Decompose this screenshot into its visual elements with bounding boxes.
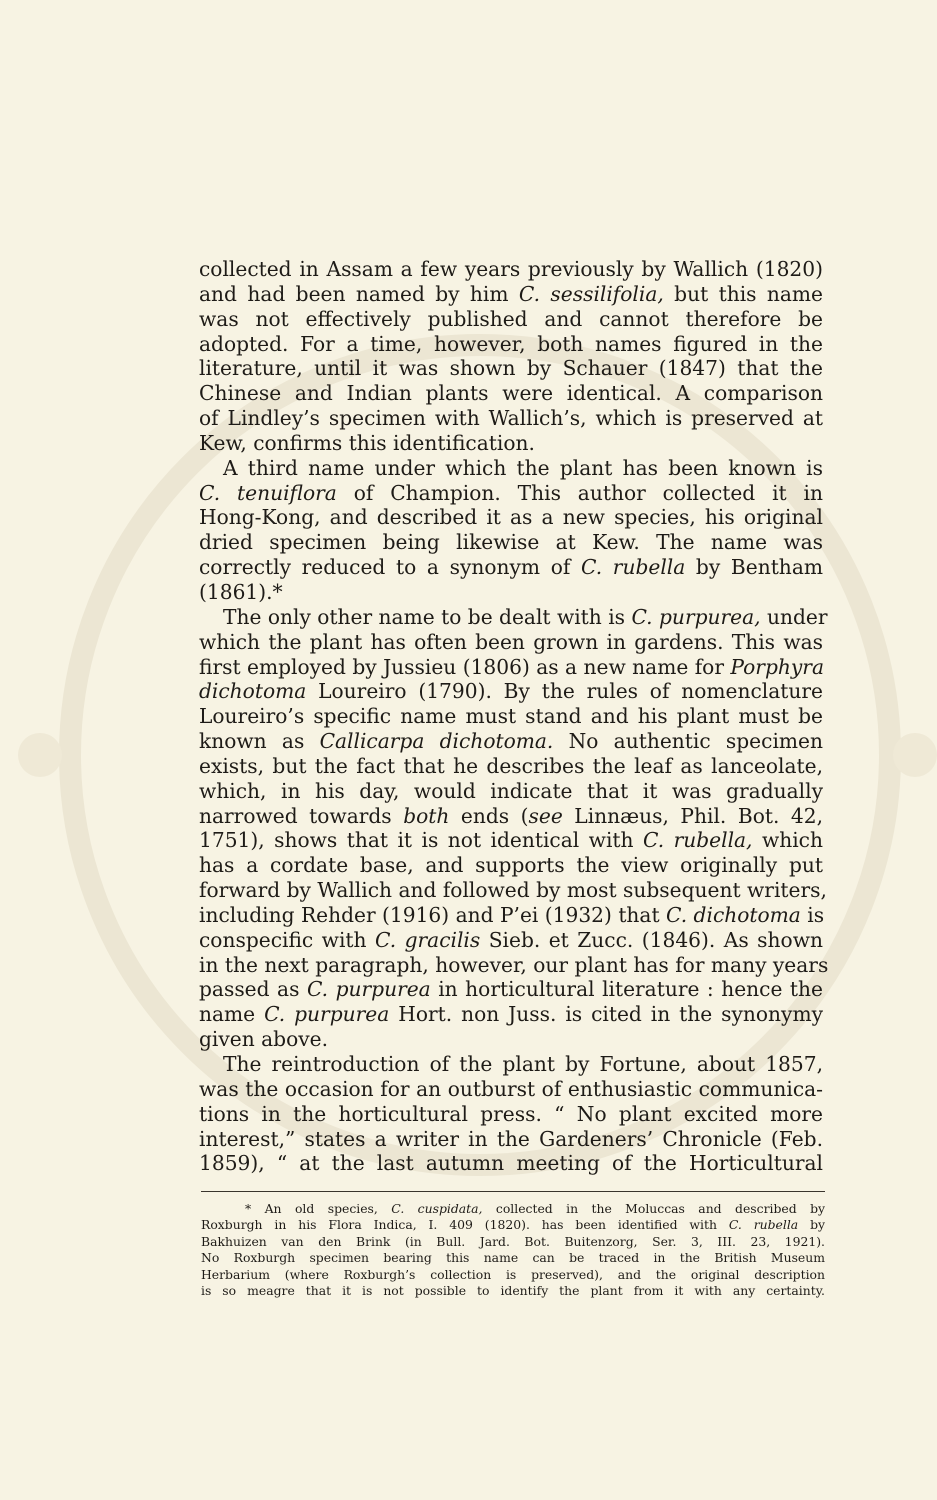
body-line [199,481,823,506]
body-line [199,679,823,704]
italic-text: C. rubella [728,1217,799,1233]
italic-text: C. rubella [581,555,686,580]
italic-text: C. purpurea, [631,604,761,629]
text-run: tions in the horticultural press. “ No plant excited more [199,1101,823,1126]
body-line [199,853,823,878]
text-run: given above. [199,1027,329,1052]
italic-text: Callicarpa dichotoma. [319,729,554,754]
text-run: passed as [199,977,307,1002]
text-run: adopted. For a time, however, both names figured in the [199,331,823,356]
body-line [199,878,827,903]
footnote-line [201,1267,825,1283]
footnote-line [201,1201,825,1217]
body-line [199,332,823,357]
text-run: of Lindley’s specimen with Wallich’s, which is preserved at [199,406,823,431]
text-run: Herbarium (where Roxburgh’s collection is preserved), and the original description [201,1266,825,1282]
footnote [201,1201,825,1299]
body-line [199,1052,823,1077]
text-run: of Champion. This author collected it in [336,480,823,505]
italic-text: C. tenuiflora [199,480,337,505]
body-line [199,307,823,332]
text-run: is so meagre that it is not possible to identify the plant from it with any certainty. [201,1282,825,1298]
italic-text: both [403,803,450,828]
body-line [199,1077,823,1102]
text-run: dried specimen being likewise at Kew. The name was [199,530,823,555]
text-run: Linnæus, Phil. Bot. 42, [562,803,823,828]
body-line [199,655,823,680]
text-run: No Roxburgh specimen bearing this name can be traced in the British Museum [201,1250,825,1266]
body-line [199,431,823,456]
body-line [199,604,828,630]
text-run: The reintroduction of the plant by Fortune, about 1857, [223,1052,823,1076]
text-run: name [199,1002,265,1027]
text-run: interest,” states a writer in the Gardeners’ Chronicle (Feb. [199,1126,823,1151]
text-run: correctly reduced to a synonym of [199,555,581,580]
text-run: which, in his day, would indicate that it was gradually [199,778,823,803]
text-run: No authentic specimen [553,729,823,754]
footnote-line [201,1283,825,1299]
text-run: which the plant has often been grown in gardens. This was [199,629,823,654]
body-line [199,1127,823,1152]
text-run: ends ( [449,803,529,828]
text-run: Loureiro’s specific name must stand and his plant must be [199,704,823,729]
text-run: Kew, confirms this identification. [199,430,535,455]
text-run: Loureiro (1790). By the rules of nomenclature [306,679,823,704]
italic-text: C. dichotoma [666,902,801,927]
text-run: Chinese and Indian plants were identical. A comparison [199,381,823,406]
body-line [199,456,823,481]
text-run: Hort. non Juss. is cited in the synonymy [389,1002,823,1027]
text-run: narrowed towards [199,803,404,828]
body-line [199,779,823,804]
italic-text: C. cuspidata, [391,1201,483,1216]
text-run: exists, but the fact that he describes the leaf as lanceolate, [199,753,823,778]
body-line [199,903,823,928]
text-run: was the occasion for an outburst of enthusiastic communica- [199,1076,823,1101]
text-run: under [760,604,828,629]
text-run: A third name under which the plant has been known is [223,455,823,480]
italic-text: C. gracilis [375,927,481,952]
text-run: and had been named by him [199,281,519,306]
text-run: including Rehder (1916) and P’ei (1932) that [199,902,666,927]
body-line [199,704,823,729]
text-run: is [800,902,825,927]
body-line [199,1002,823,1027]
body-line [199,356,823,381]
footnote-rule [201,1191,825,1192]
body-line [199,406,823,431]
body-line [199,555,823,580]
footnote-line [201,1234,825,1250]
body-line [199,530,823,555]
italic-text: dichotoma [199,679,307,704]
body-line [199,505,823,530]
italic-text: see [528,803,563,828]
text-run: literature, until it was shown by Schauer (1847) that the [199,356,823,381]
text-run: known as [199,729,320,754]
text-run: * An old species, [245,1201,392,1216]
text-run: by Bentham [685,555,823,580]
body-line [199,257,823,282]
body-text [199,257,829,1176]
italic-text: C. sessilifolia, [518,281,664,306]
text-run: but this name [663,281,823,306]
body-line [199,381,823,406]
text-run: was not effectively published and cannot therefore be [199,306,823,331]
body-line [199,1027,823,1052]
text-run: in the next paragraph, however, our plant has for many years [199,952,829,977]
italic-text: Porphyra [730,654,824,679]
text-run: first employed by Jussieu (1806) as a new name for [199,654,731,679]
body-line [199,804,823,829]
text-run: Bakhuizen van den Brink (in Bull. Jard. Bot. Buitenzorg, Ser. 3, III. 23, 1921). [201,1233,825,1249]
body-line [199,928,823,953]
body-line [199,754,823,779]
text-run: conspecific with [199,927,375,952]
body-line [199,977,823,1002]
text-run: Roxburgh in his Flora Indica, I. 409 (1820). has been identified with [201,1217,729,1233]
body-line [199,828,823,853]
text-run: 1859), “ at the last autumn meeting of the Horticultural [199,1151,823,1176]
text-run: Hong-Kong, and described it as a new species, his original [199,505,823,530]
italic-text: C. rubella, [642,828,753,853]
italic-text: C. purpurea [264,1002,390,1027]
body-line [199,630,823,655]
body-line [199,729,823,754]
body-line [199,1151,823,1176]
body-line [199,952,829,978]
text-run: (1861).* [199,579,283,604]
text-run: The only other name to be dealt with is [223,604,632,629]
footnote-line [201,1250,825,1266]
text-run: Sieb. et Zucc. (1846). As shown [480,927,823,952]
footnote-line [201,1217,825,1233]
italic-text: C. purpurea [306,977,431,1002]
body-line [199,282,823,307]
body-line [199,1102,823,1127]
body-line [199,580,823,605]
text-run: has a cordate base, and supports the view originally put [199,853,823,878]
text-run: forward by Wallich and followed by most subsequent writers, [199,878,827,903]
text-run: in horticultural literature : hence the [430,977,823,1002]
text-run: collected in the Moluccas and described by [482,1201,825,1216]
text-run: collected in Assam a few years previously by Wallich (1820) [199,257,823,281]
text-run: 1751), shows that it is not identical with [199,828,643,853]
text-run: by [798,1217,825,1233]
text-run: which [752,828,823,853]
